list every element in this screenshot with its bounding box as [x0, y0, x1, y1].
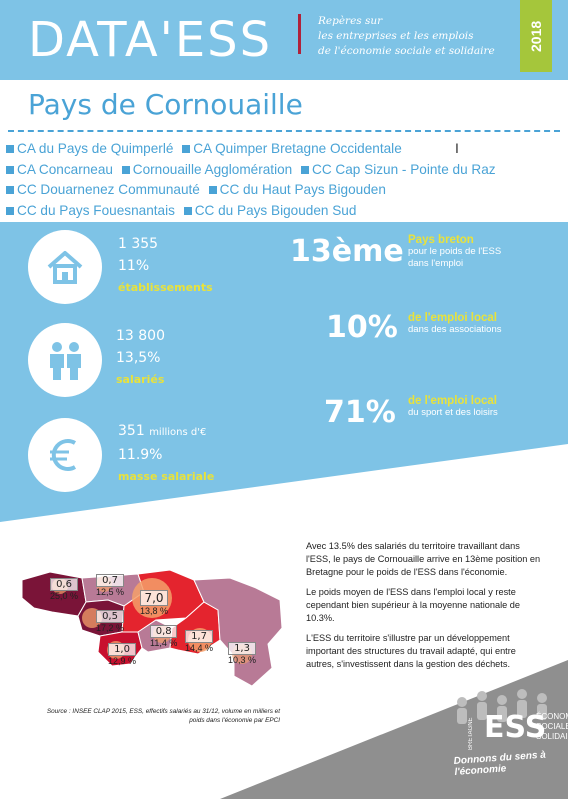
- employees-stat: [116, 325, 165, 391]
- payroll-stat: [118, 420, 214, 488]
- square-bullet-icon: [182, 145, 190, 153]
- highlight-description: du sport et des loisirs: [408, 407, 498, 418]
- tagline: [318, 14, 495, 59]
- epci-item: CA Concarneau: [6, 162, 113, 177]
- year-badge: [520, 0, 552, 72]
- map-label: 1,3 10,3 %: [228, 643, 257, 665]
- payroll-value-row: [118, 420, 214, 444]
- highlight-text: [408, 395, 528, 419]
- map-label: 1,7 14,4 %: [185, 631, 214, 653]
- epci-item: CA du Pays de Quimperlé: [6, 141, 173, 156]
- highlight-label: Pays breton: [408, 234, 474, 246]
- brand-divider: [298, 14, 301, 54]
- payroll-label: masse salariale: [118, 470, 215, 483]
- map-label: 0,5 17,2 %: [96, 611, 125, 633]
- establishments-pct: 11%: [118, 258, 150, 274]
- highlight-label: de l'emploi local: [408, 312, 498, 324]
- highlight-label: de l'emploi local: [408, 395, 498, 407]
- tagline-line: Repères sur: [318, 15, 383, 27]
- logo-word: ESS: [484, 710, 547, 745]
- epci-item: CC Cap Sizun - Pointe du Raz: [301, 162, 496, 177]
- square-bullet-icon: [6, 186, 14, 194]
- tagline-line: de l'économie sociale et solidaire: [318, 45, 495, 57]
- body-paragraph: Le poids moyen de l'ESS dans l'emploi local y reste cependant bien supérieur à la moyenne nationale de 10.3%.: [306, 587, 521, 623]
- employees-label: salariés: [116, 373, 165, 386]
- employees-pct: 13,5%: [116, 350, 161, 366]
- highlight-big: 71%: [324, 395, 396, 430]
- highlight-text: [408, 312, 528, 336]
- establishments-icon-circle: [28, 230, 102, 304]
- tagline-line: les entreprises et les emplois: [318, 30, 474, 42]
- epci-item: CC du Pays Bigouden Sud: [184, 203, 357, 218]
- map-label: 0,8 11,4 %: [150, 626, 178, 648]
- logo-subtitle: ÉCONOMIE SOCIALE & SOLIDAIRE: [536, 712, 580, 741]
- map-label: 0,6 25,0 %: [50, 579, 79, 601]
- text-cursor-icon: I: [455, 140, 459, 156]
- house-icon: [45, 247, 85, 287]
- highlight-description: dans des associations: [408, 324, 502, 335]
- employees-value: 13 800: [116, 328, 165, 344]
- logo-region: BRETAGNE: [468, 717, 474, 751]
- square-bullet-icon: [6, 145, 14, 153]
- body-paragraph: L'ESS du territoire s'illustre par un développement important des structures du travail adapté, qui entre autres, s'investissent dans la gestion des déchets.: [306, 633, 516, 669]
- euro-icon: [45, 435, 85, 475]
- square-bullet-icon: [6, 166, 14, 174]
- map-label: 7,0 13,8 %: [140, 591, 169, 616]
- body-text: [306, 540, 542, 678]
- brand-title: DATA'ESS: [28, 12, 273, 68]
- employees-icon-circle: [28, 323, 102, 397]
- epci-item: CA Quimper Bretagne Occidentale: [182, 141, 402, 156]
- source-note: Source : INSEE CLAP 2015, ESS, effectifs salariés au 31/12, volume en milliers et poids dans l'économie par EPCI: [46, 708, 280, 724]
- epci-list: [6, 139, 562, 221]
- highlight-big: 10%: [326, 310, 398, 345]
- square-bullet-icon: [122, 166, 130, 174]
- logo-slogan: Donnons du sens à l'économie: [453, 749, 547, 778]
- establishments-stat: [118, 233, 213, 299]
- payroll-pct: 11.9%: [118, 447, 163, 463]
- square-bullet-icon: [6, 207, 14, 215]
- map-label: 0,7 12,5 %: [96, 575, 125, 597]
- people-icon: [43, 338, 87, 382]
- highlight-big: 13ème: [290, 234, 404, 269]
- map-label: 1,0 12,9 %: [108, 644, 137, 666]
- square-bullet-icon: [184, 207, 192, 215]
- establishments-value: 1 355: [118, 236, 159, 252]
- dashed-divider: [8, 130, 560, 132]
- year-label: 2018: [528, 20, 544, 52]
- establishments-label: établissements: [118, 281, 213, 294]
- payroll-unit: millions d'€: [149, 427, 207, 438]
- body-paragraph: Avec 13.5% des salariés du territoire travaillant dans l'ESS, le pays de Cornouaille arrive en 13ème position en Bretagne pour le poids de l'ESS dans l'économie.: [306, 541, 541, 577]
- epci-item: CC du Haut Pays Bigouden: [209, 182, 386, 197]
- square-bullet-icon: [301, 166, 309, 174]
- highlight-text: [408, 234, 518, 270]
- payroll-icon-circle: [28, 418, 102, 492]
- epci-item: Cornouaille Agglomération: [122, 162, 292, 177]
- highlight-description: pour le poids de l'ESS dans l'emploi: [408, 246, 502, 269]
- footer-band: [0, 660, 568, 799]
- epci-item: CC Douarnenez Communauté: [6, 182, 200, 197]
- square-bullet-icon: [209, 186, 217, 194]
- payroll-value: 351: [118, 423, 145, 439]
- epci-item: CC du Pays Fouesnantais: [6, 203, 175, 218]
- page-title: Pays de Cornouaille: [28, 88, 303, 121]
